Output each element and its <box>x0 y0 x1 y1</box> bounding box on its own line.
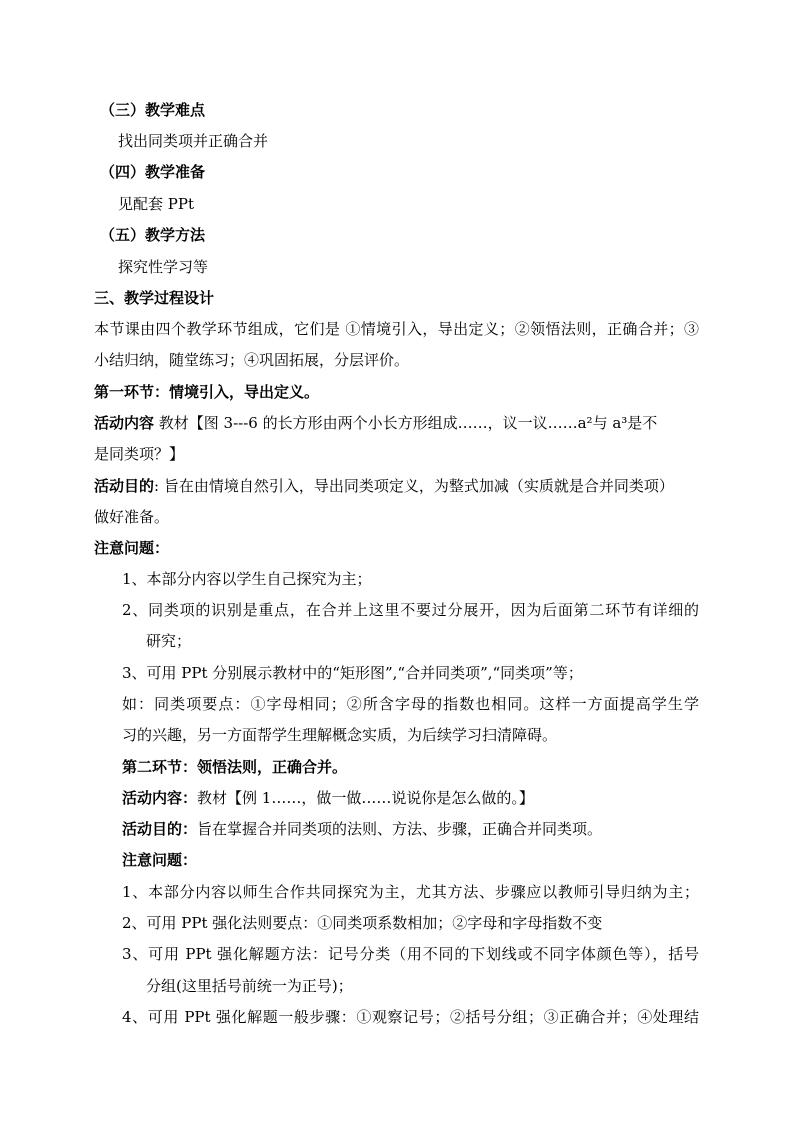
step1-note-1: 1、本部分内容以学生自己探究为主； <box>122 570 372 588</box>
step1-note-3: 3、可用 PPt 分别展示教材中的“矩形图”,“合并同类项”,“同类项”等； <box>122 664 583 682</box>
prep-heading: （四）教学准备 <box>100 163 206 181</box>
step1-note-2-line-1 <box>122 600 699 620</box>
step1-example-line-2: 习的兴趣，另一方面帮学生理解概念实质，为后续学习扫清障碍。 <box>122 726 558 744</box>
step1-content-label: 活动内容 <box>94 414 155 432</box>
step2-purpose-label: 活动目的： <box>122 820 198 838</box>
step1-content-line-1 <box>94 413 657 433</box>
step1-example-line-1 <box>122 694 699 714</box>
step1-purpose-line-1 <box>94 476 674 496</box>
step1-purpose-label: 活动目的 <box>94 477 155 495</box>
prep-text: 见配套 PPt <box>118 195 194 213</box>
step2-note-3-line-1 <box>122 944 699 964</box>
step2-note-2: 2、可用 PPt 强化法则要点：①同类项系数相加；②字母和字母指数不变 <box>122 914 603 932</box>
step1-note-2-line-2: 研究； <box>146 632 192 650</box>
step1-content-text: 教材【图 3---6 的长方形由两个小长方形组成……，议一议……a²与 a³是不 <box>154 414 658 432</box>
method-text: 探究性学习等 <box>118 258 209 276</box>
step1-content-line-2: 是同类项？】 <box>94 445 185 463</box>
step2-content-text: 教材【例 1……，做一做……说说你是怎么做的。】 <box>197 789 534 807</box>
step2-purpose-line <box>122 819 602 839</box>
intro-line-1 <box>94 319 699 339</box>
method-heading: （五）教学方法 <box>100 226 206 244</box>
step2-heading: 第二环节：领悟法则，正确合并。 <box>122 758 348 776</box>
step2-note-3-line-2: 分组(这里括号前统一为正号)； <box>146 977 353 995</box>
difficulty-text: 找出同类项并正确合并 <box>118 132 269 150</box>
step2-note-4 <box>122 1007 699 1027</box>
step1-notes-heading: 注意问题： <box>94 539 170 557</box>
process-heading: 三、教学过程设计 <box>94 289 215 307</box>
step1-heading: 第一环节：情境引入，导出定义。 <box>94 383 320 401</box>
step2-note-4-text: 4、可用 PPt 强化解题一般步骤：①观察记号；②括号分组；③正确合并；④处理结 <box>122 1008 699 1026</box>
step2-notes-heading: 注意问题： <box>122 851 198 869</box>
step2-purpose-text: 旨在掌握合并同类项的法则、方法、步骤，正确合并同类项。 <box>197 820 603 838</box>
step2-note-1 <box>122 882 699 902</box>
step1-purpose-line-2: 做好准备。 <box>94 508 170 526</box>
step1-example-text: 如：同类项要点：①字母相同；②所含字母的指数也相同。这样一方面提高学生学 <box>122 695 699 713</box>
step2-note-3-text: 3、可用 PPt 强化解题方法：记号分类（用不同的下划线或不同字体颜色等），括号 <box>122 945 699 963</box>
difficulty-heading: （三）教学难点 <box>100 101 206 119</box>
intro-line-1-text: 本节课由四个教学环节组成，它们是 ①情境引入，导出定义；②领悟法则，正确合并；③ <box>94 320 699 338</box>
step1-note-2-text: 2、同类项的识别是重点，在合并上这里不要过分展开，因为后面第二环节有详细的 <box>122 601 699 619</box>
step2-note-1-text: 1、本部分内容以师生合作共同探究为主，尤其方法、步骤应以教师引导归纳为主； <box>122 883 699 901</box>
step1-purpose-text: : 旨在由情境自然引入，导出同类项定义，为整式加减（实质就是合并同类项） <box>154 477 674 495</box>
step2-content-label: 活动内容： <box>122 789 198 807</box>
intro-line-2: 小结归纳，随堂练习；④巩固拓展，分层评价。 <box>94 351 410 369</box>
step2-content-line <box>122 788 534 808</box>
